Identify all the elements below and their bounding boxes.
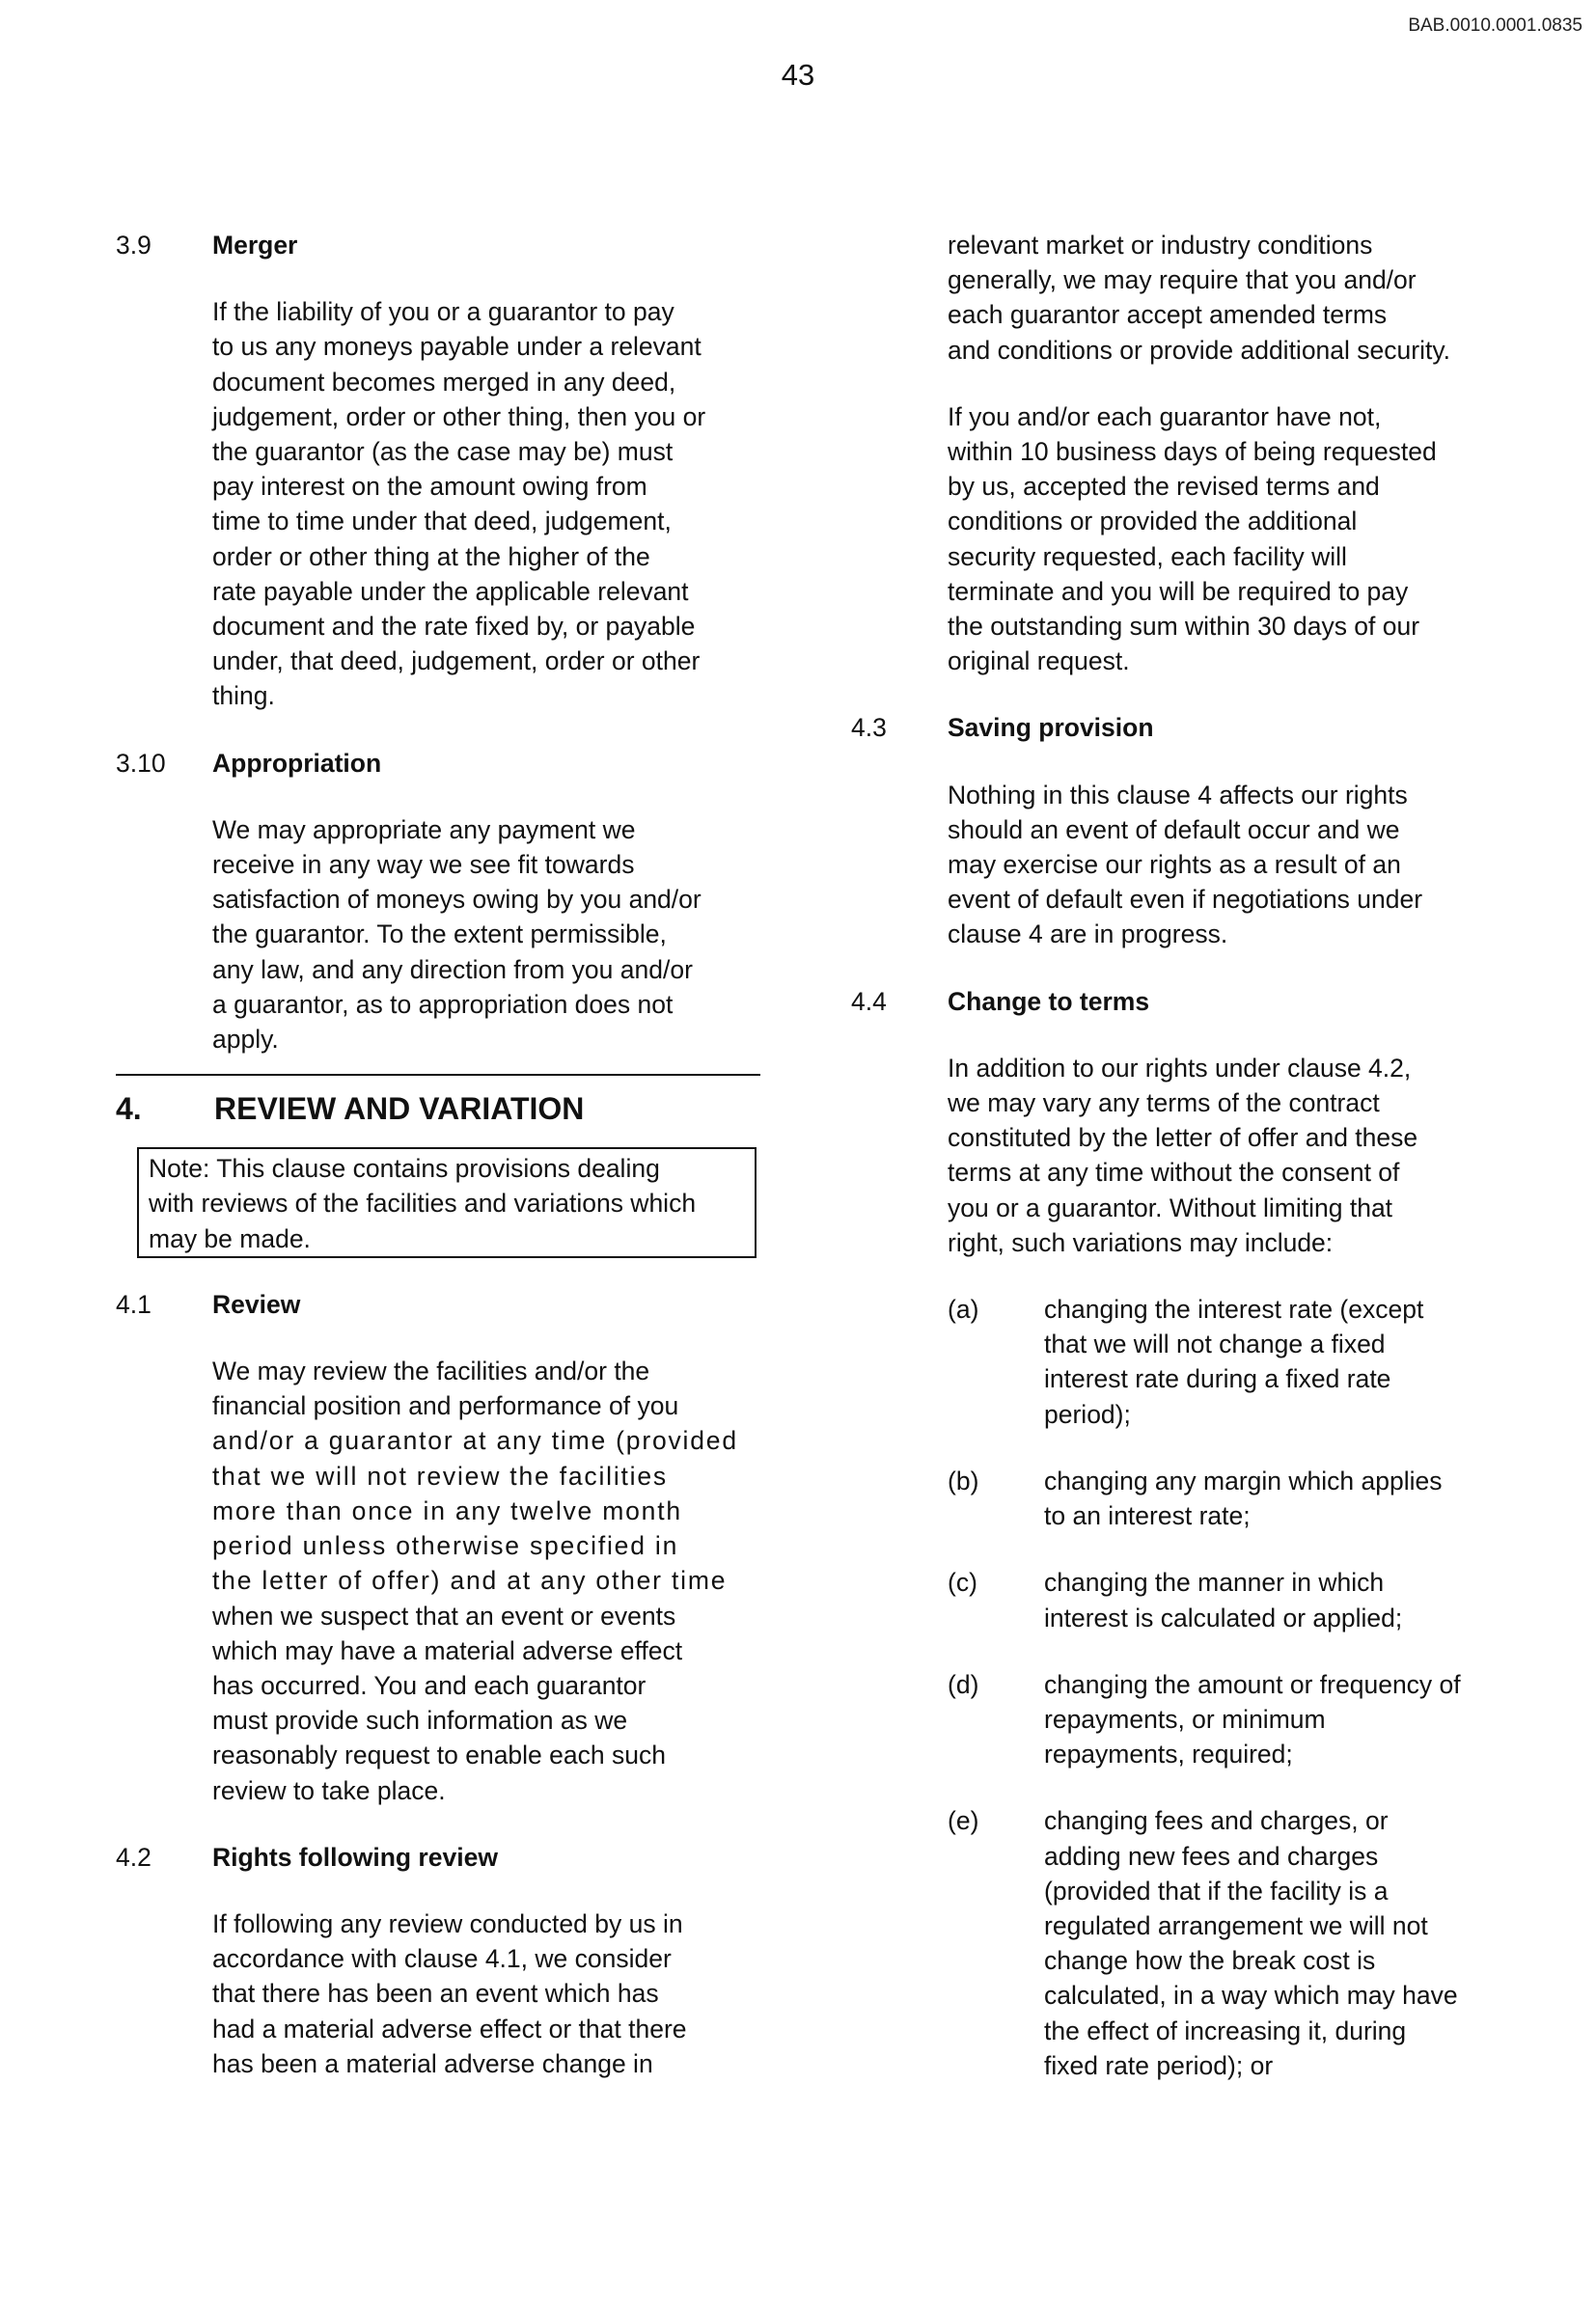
text-line: should an event of default occur and we xyxy=(948,814,1400,844)
text-line: calculated, in a way which may have xyxy=(1044,1981,1458,2011)
text-line: right, such variations may include: xyxy=(948,1227,1334,1257)
text-line: In addition to our rights under clause 4.2, xyxy=(948,1053,1412,1083)
clause-title: Appropriation xyxy=(212,748,382,778)
clause-number: 3.9 xyxy=(116,231,151,260)
text-line: must provide such information as we xyxy=(212,1706,628,1736)
text-line: (provided that if the facility is a xyxy=(1044,1876,1389,1906)
clause-title: Saving provision xyxy=(948,713,1154,743)
text-line: thing. xyxy=(212,681,275,711)
text-line: and/or a guarantor at any time (provided xyxy=(212,1426,738,1456)
text-line: changing the amount or frequency of xyxy=(1044,1669,1461,1699)
text-line: relevant market or industry conditions xyxy=(948,231,1373,260)
note-line: Note: This clause contains provisions dealing xyxy=(149,1154,660,1184)
text-line: terminate and you will be required to pay xyxy=(948,576,1409,606)
list-label: (c) xyxy=(948,1568,977,1598)
text-line: review to take place. xyxy=(212,1775,446,1805)
list-item-b xyxy=(948,1464,1488,1533)
text-line: and conditions or provide additional security. xyxy=(948,335,1450,365)
note-box xyxy=(137,1147,757,1258)
clause-4-1-text xyxy=(212,1354,753,1808)
text-line: the letter of offer) and at any other time xyxy=(212,1566,728,1596)
list-label: (d) xyxy=(948,1669,979,1699)
list-label: (b) xyxy=(948,1466,979,1495)
text-line: period unless otherwise specified in xyxy=(212,1531,679,1561)
text-line: constituted by the letter of offer and these xyxy=(948,1123,1418,1153)
text-line: apply. xyxy=(212,1025,279,1055)
clause-3-10-text xyxy=(212,812,753,1056)
text-line: time to time under that deed, judgement, xyxy=(212,507,672,536)
text-line: reasonably request to enable each such xyxy=(212,1741,666,1770)
clause-title: Change to terms xyxy=(948,986,1150,1016)
text-line: which may have a material adverse effect xyxy=(212,1635,683,1665)
text-line: generally, we may require that you and/or xyxy=(948,265,1417,295)
text-line: each guarantor accept amended terms xyxy=(948,300,1388,330)
text-line: document becomes merged in any deed, xyxy=(212,367,676,397)
clause-4-1-heading xyxy=(116,1287,764,1322)
note-line: with reviews of the facilities and variations which xyxy=(149,1189,697,1219)
section-4-heading xyxy=(116,1089,764,1128)
clause-number: 4.1 xyxy=(116,1289,151,1319)
text-line: a guarantor, as to appropriation does not xyxy=(212,989,674,1019)
text-line: may exercise our rights as a result of an xyxy=(948,850,1401,880)
text-line: has occurred. You and each guarantor xyxy=(212,1670,647,1700)
text-line: If following any review conducted by us in xyxy=(212,1908,683,1938)
section-divider xyxy=(116,1074,760,1076)
text-line: event of default even if negotiations under xyxy=(948,885,1423,915)
text-line: clause 4 are in progress. xyxy=(948,919,1228,949)
list-label: (e) xyxy=(948,1806,979,1836)
clause-4-2-continued xyxy=(948,228,1488,368)
clause-3-10-heading xyxy=(116,746,764,781)
text-line: We may appropriate any payment we xyxy=(212,814,636,844)
text-line: changing fees and charges, or xyxy=(1044,1806,1389,1836)
text-line: that there has been an event which has xyxy=(212,1979,659,2009)
text-line: had a material adverse effect or that there xyxy=(212,2014,687,2043)
clause-4-2-paragraph-2 xyxy=(948,399,1488,679)
clause-3-9-heading xyxy=(116,228,764,262)
text-line: adding new fees and charges xyxy=(1044,1841,1379,1871)
clause-number: 4.2 xyxy=(116,1842,151,1872)
document-id: BAB.0010.0001.0835 xyxy=(1408,15,1582,36)
text-line: interest rate during a fixed rate xyxy=(1044,1364,1391,1394)
list-label: (a) xyxy=(948,1295,979,1325)
text-line: we may vary any terms of the contract xyxy=(948,1088,1380,1118)
text-line: you or a guarantor. Without limiting that xyxy=(948,1193,1393,1222)
clause-4-3-text xyxy=(948,778,1488,952)
text-line: document and the rate fixed by, or payable xyxy=(212,612,696,642)
text-line: changing the manner in which xyxy=(1044,1568,1385,1598)
text-line: original request. xyxy=(948,646,1130,676)
text-line: any law, and any direction from you and/or xyxy=(212,954,693,984)
text-line: security requested, each facility will xyxy=(948,541,1347,571)
text-line: conditions or provided the additional xyxy=(948,507,1358,536)
text-line: repayments, required; xyxy=(1044,1740,1293,1769)
clause-title: Merger xyxy=(212,231,298,260)
clause-title: Rights following review xyxy=(212,1842,498,1872)
text-line: Nothing in this clause 4 affects our rights xyxy=(948,780,1408,809)
list-item-c xyxy=(948,1565,1488,1634)
clause-4-2-heading xyxy=(116,1840,764,1875)
text-line: receive in any way we see fit towards xyxy=(212,850,635,880)
text-line: pay interest on the amount owing from xyxy=(212,472,647,502)
clause-3-9-text xyxy=(212,294,753,713)
clause-number: 4.3 xyxy=(851,713,887,743)
text-line: rate payable under the applicable relevant xyxy=(212,576,689,606)
text-line: financial position and performance of you xyxy=(212,1391,679,1421)
text-line: changing any margin which applies xyxy=(1044,1466,1443,1495)
clause-4-2-text xyxy=(212,1906,753,2081)
section-title: REVIEW AND VARIATION xyxy=(214,1091,585,1127)
text-line: has been a material adverse change in xyxy=(212,2048,653,2078)
text-line: when we suspect that an event or events xyxy=(212,1601,676,1631)
right-column xyxy=(851,228,1488,2083)
text-line: satisfaction of moneys owing by you and/or xyxy=(212,885,702,915)
text-line: judgement, order or other thing, then you or xyxy=(212,401,706,431)
text-line: more than once in any twelve month xyxy=(212,1495,682,1525)
text-line: the outstanding sum within 30 days of our xyxy=(948,612,1420,642)
text-line: within 10 business days of being requested xyxy=(948,437,1437,467)
clause-title: Review xyxy=(212,1289,301,1319)
text-line: the guarantor. To the extent permissible, xyxy=(212,919,667,949)
text-line: to us any moneys payable under a relevant xyxy=(212,332,702,362)
text-line: changing the interest rate (except xyxy=(1044,1295,1424,1325)
text-line: that we will not review the facilities xyxy=(212,1461,668,1491)
section-number: 4. xyxy=(116,1091,142,1127)
text-line: We may review the facilities and/or the xyxy=(212,1357,650,1386)
clause-number: 4.4 xyxy=(851,986,887,1016)
text-line: If the liability of you or a guarantor to pay xyxy=(212,297,674,327)
text-line: that we will not change a fixed xyxy=(1044,1330,1386,1359)
text-line: repayments, or minimum xyxy=(1044,1704,1326,1734)
text-line: under, that deed, judgement, order or other xyxy=(212,646,701,676)
list-item-d xyxy=(948,1667,1488,1772)
text-line: order or other thing at the higher of the xyxy=(212,541,650,571)
text-line: terms at any time without the consent of xyxy=(948,1158,1400,1188)
text-line: accordance with clause 4.1, we consider xyxy=(212,1944,672,1974)
list-item-e xyxy=(948,1803,1488,2083)
text-line: regulated arrangement we will not xyxy=(1044,1910,1428,1940)
left-column xyxy=(116,228,764,2081)
page-number: 43 xyxy=(781,58,815,92)
clause-4-4-text xyxy=(948,1051,1488,1260)
clause-4-4-heading xyxy=(851,984,1488,1019)
text-line: period); xyxy=(1044,1399,1131,1429)
text-line: interest is calculated or applied; xyxy=(1044,1603,1403,1632)
text-line: to an interest rate; xyxy=(1044,1501,1251,1531)
text-line: change how the break cost is xyxy=(1044,1946,1376,1976)
note-line: may be made. xyxy=(149,1223,311,1253)
text-line: by us, accepted the revised terms and xyxy=(948,472,1380,502)
text-line: the guarantor (as the case may be) must xyxy=(212,437,674,467)
text-line: If you and/or each guarantor have not, xyxy=(948,401,1382,431)
text-line: fixed rate period); or xyxy=(1044,2050,1274,2080)
clause-4-3-heading xyxy=(851,710,1488,745)
list-item-a xyxy=(948,1292,1488,1432)
text-line: the effect of increasing it, during xyxy=(1044,2016,1407,2045)
clause-number: 3.10 xyxy=(116,748,166,778)
